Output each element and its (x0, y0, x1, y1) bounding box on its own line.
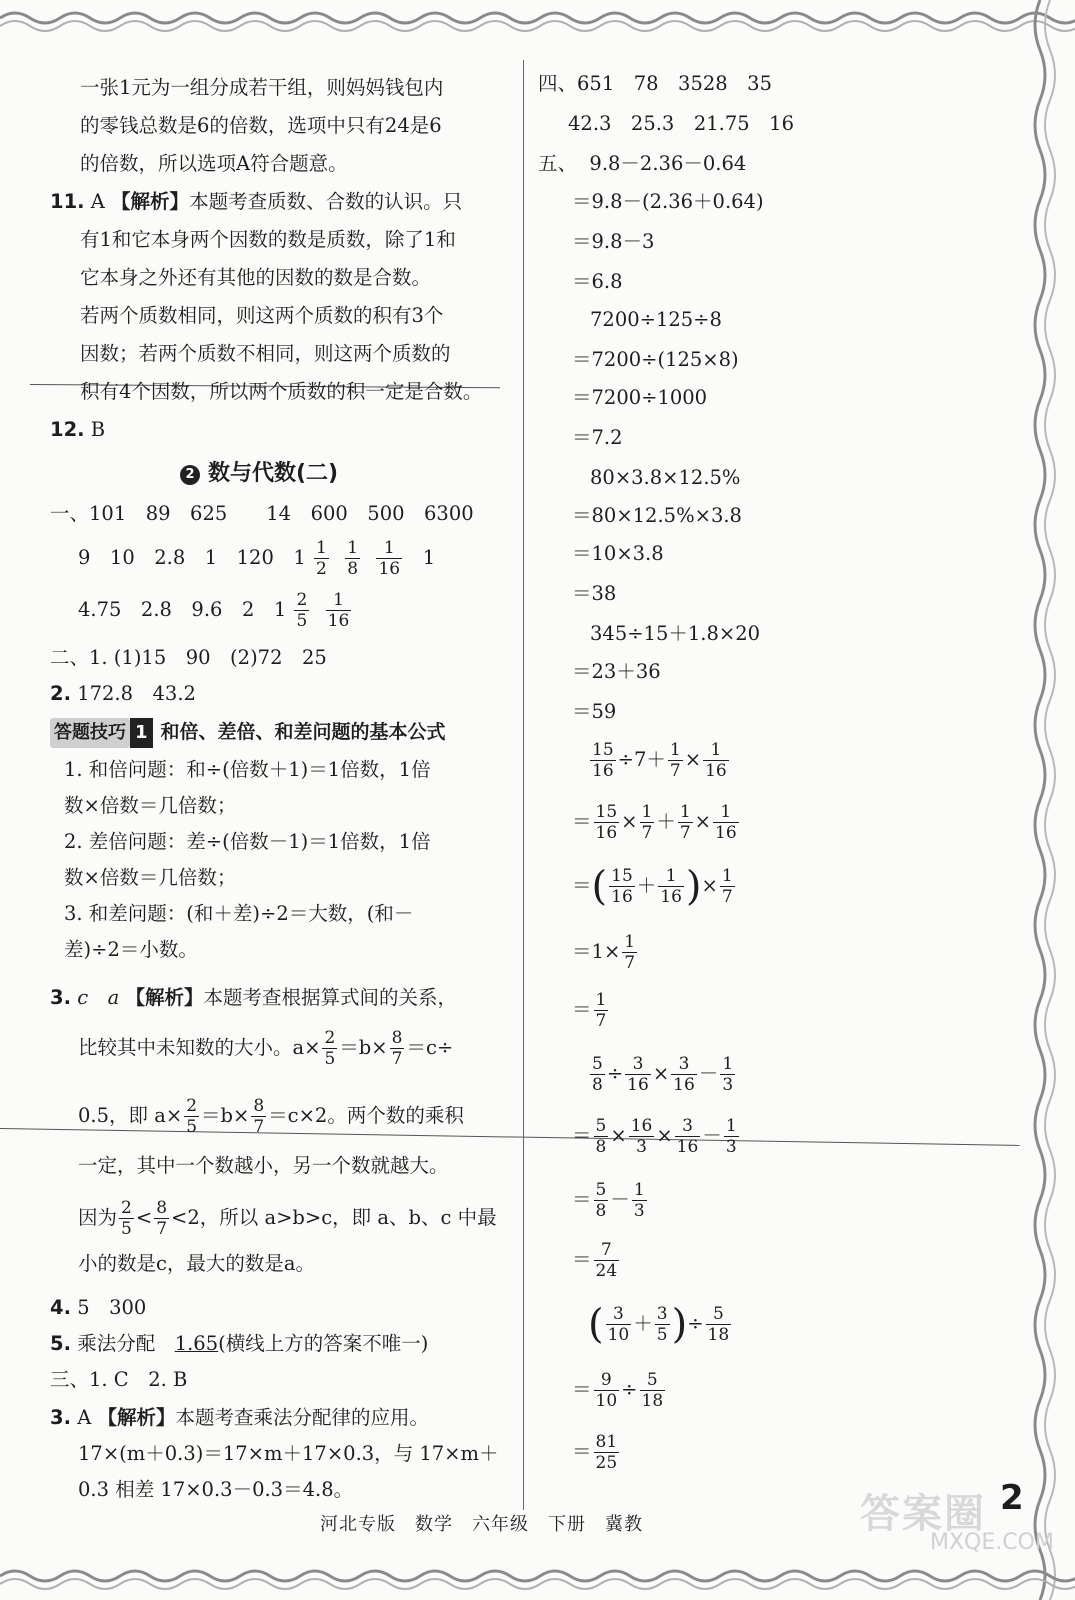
fraction (625, 1054, 651, 1095)
denominator: 3 (636, 1137, 647, 1157)
fraction (594, 802, 620, 843)
q3-answer: c a (77, 986, 120, 1009)
numerator: 1 (624, 932, 636, 952)
fraction (322, 1028, 337, 1069)
intro-line-2: 的零钱总数是6的倍数，选项中只有24是6 (80, 114, 442, 137)
numerator: 3 (625, 1054, 651, 1075)
section-title (180, 456, 338, 487)
part5-heading: 五、 (538, 152, 578, 175)
q3b-line-3: 0.3 相差 17×0.3－0.3＝4.8。 (78, 1478, 354, 1501)
fraction (678, 802, 693, 843)
calc5-step-3: ＝( $\frac{15}{16}$ ＋ $\frac{1}{16}$ )× $\frac{1}{7}$ (572, 863, 733, 910)
denominator: 3 (725, 1137, 737, 1157)
calc2-step-4: ＝7.2 (572, 426, 623, 449)
numerator: 9 (594, 1370, 620, 1391)
fraction (154, 1198, 169, 1239)
tip-line-5: 3. 和差问题：(和＋差)÷2＝大数，(和－ (64, 902, 414, 925)
denominator: 16 (660, 887, 682, 907)
fraction (345, 538, 360, 579)
q3-text-3b: ＝b× (201, 1104, 250, 1127)
q3b-text-1: 本题考查乘法分配律的应用。 (175, 1406, 430, 1429)
q3-text-2c: ＝c÷ (406, 1036, 454, 1059)
tip-line-6: 差)÷2＝小数。 (64, 938, 198, 961)
calc2-step-2: ＝7200÷(125×8) (572, 348, 739, 371)
q12-number: 12. (50, 418, 85, 441)
fraction (594, 1180, 609, 1221)
denominator: 16 (592, 761, 614, 781)
numerator: 3 (606, 1304, 632, 1325)
q11-text-5: 因数；若两个质数不相同，则这两个质数的 (80, 342, 451, 365)
q5-number: 5. (50, 1332, 71, 1355)
part2-q2-number: 2. (50, 682, 71, 705)
numerator: 5 (595, 1116, 607, 1136)
fraction (606, 1304, 632, 1345)
fraction (294, 590, 309, 631)
q3b-line-1 (50, 1404, 429, 1432)
paren-open: ( (588, 1301, 604, 1348)
denominator: 7 (595, 1011, 607, 1031)
calc1-step-3: ＝9.8－3 (572, 230, 655, 253)
calc1-step-2: ＝9.8－(2.36＋0.64) (572, 190, 764, 213)
fraction (376, 538, 402, 579)
denominator: 16 (327, 611, 350, 631)
q12-answer: B (90, 418, 106, 441)
q3-text-3a: 0.5，即 a× (78, 1104, 183, 1127)
numerator: 1 (315, 538, 327, 558)
calc4-step-1: 345÷15＋1.8×20 (590, 622, 761, 645)
denominator: 16 (378, 559, 401, 579)
fraction (706, 1304, 732, 1345)
q3-line-2 (78, 1028, 453, 1069)
q11-analysis-tag: 【解析】 (111, 190, 190, 213)
fraction (594, 1370, 620, 1411)
q3b-number: 3. (50, 1406, 71, 1429)
fraction (119, 1198, 134, 1239)
tip-header (50, 718, 446, 748)
fraction (724, 1116, 739, 1157)
numerator: 1 (633, 1180, 645, 1200)
right-wavy-border (1005, 0, 1075, 1600)
denominator: 5 (296, 611, 308, 631)
fraction (668, 740, 683, 781)
calc6-step-1: $\frac{5}{8}$ ÷ $\frac{3}{16}$ × $\frac{3}{16}$ － $\frac{1}{3}$ (592, 1054, 734, 1095)
denominator: 18 (707, 1325, 730, 1345)
q3-analysis-tag: 【解析】 (125, 986, 204, 1009)
q3-line-3 (78, 1096, 464, 1137)
q5-note: (横线上方的答案不唯一) (218, 1332, 429, 1355)
fraction (594, 1116, 609, 1157)
denominator: 5 (324, 1049, 336, 1069)
numerator: 8 (391, 1028, 403, 1048)
part2-line-2 (50, 680, 196, 708)
tip-tag: 答题技巧 (50, 718, 130, 748)
q4-text: 5 300 (77, 1296, 147, 1319)
denominator: 3 (633, 1201, 645, 1221)
part3-line-1: 三、1. C 2. B (50, 1368, 188, 1391)
q3-text-5a: 因为 (78, 1206, 118, 1229)
part4-line-2: 42.3 25.3 21.75 16 (568, 112, 794, 135)
numerator: 1 (347, 538, 359, 558)
fraction (629, 1116, 655, 1157)
q11-line-1 (50, 188, 462, 216)
fraction (671, 1054, 697, 1095)
part1-row3-text: 4.75 2.8 9.6 2 1 (78, 598, 287, 621)
denominator: 10 (595, 1391, 618, 1411)
part1-row1: 一、101 89 625 14 600 500 6300 (50, 502, 474, 525)
fraction (675, 1116, 701, 1157)
number: 7 (633, 748, 647, 771)
q11-text-4: 若两个质数相同，则这两个质数的积有3个 (80, 304, 444, 327)
part1-row2-text: 9 10 2.8 1 120 1 (78, 546, 306, 569)
q5-underlined-answer: 1.65 (174, 1332, 219, 1355)
denominator: 16 (705, 761, 727, 781)
fraction (640, 1370, 666, 1411)
part1-row2 (78, 538, 435, 579)
numerator: 16 (630, 1116, 653, 1136)
numerator: 5 (595, 1180, 607, 1200)
fraction (703, 740, 729, 781)
q5-text: 乘法分配 (77, 1332, 175, 1355)
denominator: 5 (121, 1219, 132, 1239)
numerator: 15 (592, 740, 614, 760)
fraction (720, 1054, 735, 1095)
q11-text-6: 积有4个因数，所以两个质数的积一定是合数。 (80, 380, 483, 403)
numerator: 5 (640, 1370, 666, 1391)
q11-answer: A (90, 190, 105, 213)
denominator: 7 (721, 887, 733, 907)
calc5-step-1: $\frac{15}{16}$ ÷7＋ $\frac{1}{7}$ × $\frac{1}{16}$ (592, 740, 727, 781)
page-number: 2 (1000, 1478, 1024, 1518)
part1-row3 (78, 590, 353, 631)
calc4-step-2: ＝23＋36 (572, 660, 661, 683)
section-number-badge: 2 (180, 465, 200, 485)
denominator: 16 (673, 1075, 695, 1095)
tip-line-1: 1. 和倍问题：和÷(倍数＋1)＝1倍数，1倍 (64, 758, 431, 781)
fraction (622, 932, 637, 973)
q11-text-1: 本题考查质数、合数的认识。只 (189, 190, 463, 213)
q3-text-2b: ＝b× (339, 1036, 388, 1059)
fraction (184, 1096, 199, 1137)
denominator: 16 (676, 1137, 699, 1157)
q3-number: 3. (50, 986, 71, 1009)
part1-row2-tail: 1 (422, 546, 436, 569)
numerator: 2 (324, 1028, 336, 1048)
denominator: 8 (595, 1137, 607, 1157)
calc6-step-3: ＝ $\frac{5}{8}$ － $\frac{1}{3}$ (572, 1180, 645, 1221)
denominator: 7 (156, 1219, 168, 1239)
numerator: 15 (611, 866, 633, 886)
number: 1 (591, 940, 604, 963)
fraction (590, 1054, 605, 1095)
fraction (326, 590, 352, 631)
top-wavy-border (0, 0, 1075, 40)
denominator: 5 (186, 1117, 198, 1137)
fraction (314, 538, 329, 579)
denominator: 10 (607, 1325, 630, 1345)
numerator: 1 (703, 740, 729, 761)
q11-text-2: 有1和它本身两个因数的数是质数，除了1和 (80, 228, 456, 251)
part5-calc1-line-1 (538, 150, 746, 178)
calc6-step-4: ＝ $\frac{7}{24}$ (572, 1240, 618, 1281)
fraction (720, 866, 735, 907)
calc6-step-2: ＝ $\frac{5}{8}$ × $\frac{16}{3}$ × $\frac{3}{16}$ － $\frac{1}{3}$ (572, 1116, 737, 1157)
q4-line (50, 1294, 146, 1322)
q3-line-4: 一定，其中一个数越小，另一个数就越大。 (78, 1154, 449, 1177)
calc4-step-3: ＝59 (572, 700, 617, 723)
q3-line-1 (50, 984, 457, 1012)
numerator: 15 (595, 802, 618, 822)
calc5-step-4: ＝1× $\frac{1}{7}$ (572, 932, 636, 973)
q11-number: 11. (50, 190, 85, 213)
calc3-step-1: 80×3.8×12.5% (590, 466, 741, 489)
fraction (390, 1028, 405, 1069)
part2-line-1: 二、1. (1)15 90 (2)72 25 (50, 646, 327, 669)
tip-line-4: 数×倍数＝几倍数； (64, 866, 237, 889)
fraction (632, 1180, 647, 1221)
tip-number: 1 (130, 718, 153, 748)
numerator: 1 (713, 802, 739, 823)
q3-text-5b: < (135, 1206, 153, 1229)
denominator: 7 (253, 1117, 265, 1137)
fraction (658, 866, 684, 907)
numerator: 5 (706, 1304, 732, 1325)
calc7-step-2: ＝ $\frac{9}{10}$ ÷ $\frac{5}{18}$ (572, 1370, 664, 1411)
q3-line-5 (78, 1198, 497, 1239)
tip-line-2: 数×倍数＝几倍数； (64, 794, 237, 817)
paren-close: ) (685, 863, 702, 910)
denominator: 7 (669, 761, 681, 781)
denominator: 18 (641, 1391, 664, 1411)
part2-q2-text: 172.8 43.2 (77, 682, 196, 705)
numerator: 8 (253, 1096, 265, 1116)
calc1-step-1: 9.8－2.36－0.64 (589, 152, 747, 175)
fraction (251, 1096, 266, 1137)
q5-line (50, 1330, 428, 1358)
numerator: 3 (675, 1116, 701, 1137)
paren-close: ) (671, 1301, 688, 1348)
numerator: 1 (376, 538, 402, 559)
calc7-step-3: ＝ $\frac{81}{25}$ (572, 1432, 618, 1473)
q3-text-1: 本题考查根据算式间的关系， (203, 986, 457, 1009)
intro-line-3: 的倍数，所以选项A符合题意。 (80, 152, 348, 175)
calc3-step-2: ＝80×12.5%×3.8 (572, 504, 742, 527)
calc2-step-1: 7200÷125÷8 (590, 308, 722, 331)
numerator: 1 (326, 590, 352, 611)
denominator: 7 (641, 823, 653, 843)
q12-line (50, 416, 105, 444)
numerator: 3 (671, 1054, 697, 1075)
numerator: 1 (722, 1054, 734, 1074)
part4-line-1: 四、651 78 3528 35 (538, 72, 772, 95)
numerator: 1 (658, 866, 684, 887)
denominator: 16 (595, 823, 618, 843)
numerator: 1 (721, 866, 733, 886)
numerator: 1 (641, 802, 653, 822)
denominator: 5 (656, 1325, 668, 1345)
section-title-text: 数与代数(二) (208, 461, 339, 486)
fraction (594, 990, 609, 1031)
numerator: 2 (296, 590, 308, 610)
q3b-analysis-tag: 【解析】 (97, 1406, 176, 1429)
fraction (655, 1304, 670, 1345)
denominator: 16 (715, 823, 737, 843)
numerator: 1 (679, 802, 691, 822)
denominator: 2 (315, 559, 327, 579)
calc7-step-1: ( $\frac{3}{10}$ ＋ $\frac{3}{5}$ )÷ $\frac{5}{18}$ (588, 1301, 730, 1348)
numerator: 81 (595, 1432, 618, 1452)
column-divider (523, 60, 524, 1510)
paren-open: ( (591, 863, 608, 910)
fraction (609, 866, 635, 907)
numerator: 7 (594, 1240, 620, 1261)
fraction (590, 740, 616, 781)
calc1-step-4: ＝6.8 (572, 270, 623, 293)
calc2-step-3: ＝7200÷1000 (572, 386, 708, 409)
denominator: 8 (347, 559, 359, 579)
watermark-url: MXQE.COM (930, 1530, 1054, 1555)
q3-text-3c: ＝c×2。两个数的乘积 (268, 1104, 464, 1127)
tip-title: 和倍、差倍、和差问题的基本公式 (160, 721, 446, 743)
denominator: 3 (722, 1075, 734, 1095)
calc5-step-2: ＝ $\frac{15}{16}$ × $\frac{1}{7}$ ＋ $\frac{1}{7}$ × $\frac{1}{16}$ (572, 802, 737, 843)
q4-number: 4. (50, 1296, 71, 1319)
q3b-answer: A (77, 1406, 92, 1429)
watermark-logo: 答案圈 (860, 1491, 986, 1537)
numerator: 1 (595, 990, 607, 1010)
q3-text-2a: 比较其中未知数的大小。a× (78, 1036, 321, 1059)
denominator: 16 (627, 1075, 649, 1095)
numerator: 2 (121, 1198, 132, 1218)
denominator: 25 (595, 1453, 618, 1473)
bottom-wavy-border (0, 1560, 1075, 1600)
q3b-line-2: 17×(m＋0.3)＝17×m＋17×0.3，与 17×m＋ (78, 1442, 499, 1465)
calc3-step-4: ＝38 (572, 582, 617, 605)
numerator: 5 (592, 1054, 603, 1074)
denominator: 8 (592, 1075, 603, 1095)
denominator: 7 (391, 1049, 403, 1069)
numerator: 8 (156, 1198, 168, 1218)
q3-line-6: 小的数是c，最大的数是a。 (78, 1252, 316, 1275)
fraction (594, 1240, 620, 1281)
calc3-step-3: ＝10×3.8 (572, 542, 664, 565)
fraction (713, 802, 739, 843)
calc5-step-5: ＝ $\frac{1}{7}$ (572, 990, 607, 1031)
q11-text-3: 它本身之外还有其他的因数的数是合数。 (80, 266, 432, 289)
denominator: 7 (679, 823, 691, 843)
fraction (640, 802, 655, 843)
fraction (594, 1432, 620, 1473)
tip-line-3: 2. 差倍问题：差÷(倍数－1)＝1倍数，1倍 (64, 830, 431, 853)
denominator: 7 (624, 953, 636, 973)
denominator: 16 (611, 887, 633, 907)
numerator: 1 (725, 1116, 737, 1136)
numerator: 3 (656, 1304, 668, 1324)
numerator: 2 (186, 1096, 198, 1116)
denominator: 24 (595, 1261, 618, 1281)
intro-line-1: 一张1元为一组分成若干组，则妈妈钱包内 (80, 76, 444, 99)
page-footer: 河北专版 数学 六年级 下册 冀教 (320, 1514, 643, 1535)
denominator: 8 (595, 1201, 607, 1221)
q3-text-5c: <2，所以 a>b>c，即 a、b、c 中最 (171, 1206, 497, 1229)
numerator: 1 (669, 740, 681, 760)
